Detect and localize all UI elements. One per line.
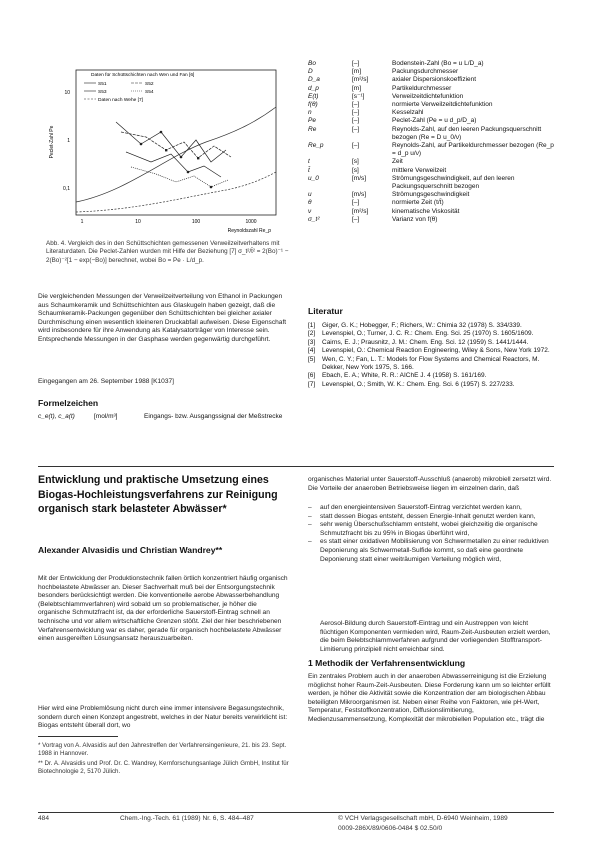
right-paragraph-1: organisches Material unter Sauerstoff-Ausschluß (anaerob) mikrobiell zersetzt wird. Die Vorteile der anaeroben Betriebsweise liegen im einzelnen darin, daß bbox=[308, 476, 552, 492]
reference-item: [3] Cairns, E. J.; Prausnitz, J. M.: Chem. Eng. Sci. 12 (1959) S. 1441/1444. bbox=[308, 338, 529, 346]
symbol-row: σ_t² [–] Varianz von f(θ) bbox=[308, 215, 438, 223]
footnote-1: * Vortrag von A. Alvasidis auf den Jahrestreffen der Verfahrensingenieure, 21. bis 23. Sept. 1988 in Hannover. bbox=[38, 742, 287, 758]
article-divider bbox=[38, 466, 554, 467]
x-tick-label: 1000 bbox=[245, 219, 257, 225]
advantages-list bbox=[308, 504, 554, 564]
symbol-row: Re [–] Reynolds-Zahl, auf den leeren Packungsquerschnitt bezogen (Re = D u_0/ν) bbox=[308, 125, 542, 141]
received-date: Eingegangen am 26. September 1988 [K1037] bbox=[38, 378, 175, 385]
symbol-row: f(θ) [–] normierte Verweilzeitdichtefunktion bbox=[308, 101, 493, 109]
series-s52 bbox=[121, 132, 231, 158]
legend-item: Daten nach Wehe [7] bbox=[98, 98, 143, 103]
symbol-row: u_0 [m/s] Strömungsgeschwindigkeit, auf den leeren Packungsquerschnitt bezogen bbox=[308, 174, 515, 191]
reference-list bbox=[308, 322, 554, 389]
symbol-row: Re_p [–] Reynolds-Zahl, auf Partikeldurchmesser bezogen (Re_p = d_p u/ν) bbox=[308, 142, 554, 158]
article-title: Entwicklung und praktische Umsetzung eines Biogas-Hochleistungsverfahrens zur Reinigung organisch stark belasteter Abwässer* bbox=[38, 474, 278, 515]
symbol-row: E(t) [s⁻¹] Verweilzeitdichtefunktion bbox=[308, 92, 464, 100]
symbol-row: d_p [m] Partikeldurchmesser bbox=[308, 84, 452, 92]
right-paragraph-2: Aerosol-Bildung durch Sauerstoff-Eintrag und ein Austreppen von leicht flüchtigen Komponenten vermieden wird, Raum-Zeit-Ausbeuten erzielt werden, die beim Belebtschlammverfahren aufgrund der vorliegenden Stofftransport-Limitierung prinzipiell nicht erreichbar sind. bbox=[320, 620, 551, 653]
figure-4-plot bbox=[46, 62, 286, 237]
band-upper bbox=[76, 107, 276, 202]
footnote-2: ** Dr. A. Alvasidis und Prof. Dr. C. Wandrey, Kernforschungsanlage Jülich GmbH, Institut für Biotechnologie 2, 5170 Jülich. bbox=[38, 760, 289, 776]
legend-item: S54 bbox=[145, 90, 154, 95]
legend-title: Daten für Schüttschichten nach Wen und Fan [6] bbox=[91, 73, 195, 78]
page-number: 484 bbox=[38, 815, 50, 822]
reference-item: [5] Wen, C. Y.; Fan, L. T.: Models for Flow Systems and Chemical Reactors, M. Dekker, New York 1975, S. 166. bbox=[308, 355, 540, 372]
symbol-row: Bo [–] Bodenstein-Zahl (Bo = u L/D_a) bbox=[308, 60, 484, 67]
formelzeichen-heading: Formelzeichen bbox=[38, 398, 99, 408]
series-s54 bbox=[131, 167, 228, 187]
journal-citation: Chem.-Ing.-Tech. 61 (1989) Nr. 6, S. 484–487 bbox=[120, 815, 254, 822]
figure-caption: Abb. 4. Vergleich des in den Schüttschichten gemessenen Verweilzeitverhaltens mit Literaturdaten. Die Peclet-Zahlen wurden mit Hilfe der Beziehung [7] σ_t²/t̄² = 2(Bo)⁻¹ − 2(Bo)⁻²[1 − exp(−Bo)] berechnet, wobei Bo = Pe · L/d_p. bbox=[46, 240, 289, 264]
reference-item: [4] Levenspiel, O.: Chemical Reaction Engineering, Wiley & Sons, New York 1972. bbox=[308, 347, 550, 355]
advantage-item: – es statt einer oxidativen Mobilisierung von Schwermetallen zu einer reduktiven Deponierung als Schwermetall-Sulfide kommt, so daß eine geordnete Deponierung statt einer weiträumigen Verteilung möglich wird, bbox=[308, 538, 549, 563]
symbol-row: D_a [m²/s] axialer Dispersionskoeffizient bbox=[308, 76, 477, 84]
footer-rule bbox=[38, 812, 554, 813]
legend-item: S53 bbox=[98, 90, 107, 95]
band-lower bbox=[76, 172, 276, 212]
reference-item: [6] Ebach, E. A.; White, R. R.: AIChE J. 4 (1958) S. 161/169. bbox=[308, 372, 487, 380]
formelzeichen-row: c_e(t), c_a(t) [mol/m³] Eingangs- bzw. Ausgangssignal der Meßstrecke bbox=[38, 413, 283, 420]
legend-item: S51 bbox=[98, 82, 107, 87]
reference-item: [1] Giger, G. K.; Hobegger, F.; Richers, W.: Chimia 32 (1978) S. 334/339. bbox=[308, 322, 522, 329]
dash-bullet-icon: – bbox=[308, 521, 312, 529]
section-heading: 1 Methodik der Verfahrensentwicklung bbox=[308, 658, 466, 668]
intro-paragraph-2: Hier wird eine Problemlösung nicht durch eine immer intensivere Begasungstechnik, sondern durch einen Konzept angestrebt, welches in der Natur bereits verwirklicht ist: Biogas entsteht überall dort, wo bbox=[38, 705, 288, 730]
symbol-row: t [s] Zeit bbox=[308, 158, 403, 166]
y-axis-label: Peclet-Zahl Pe bbox=[49, 125, 55, 159]
reference-item: [2] Levenspiel, O.; Turner, J. C. R.: Chem. Eng. Sci. 25 (1970) S. 1605/1609. bbox=[308, 330, 534, 338]
symbol-row: t̄ [s] mittlere Verweilzeit bbox=[308, 166, 447, 174]
x-tick-label: 100 bbox=[191, 219, 201, 225]
y-tick-label: 0,1 bbox=[63, 186, 70, 192]
footnote-rule bbox=[38, 736, 118, 737]
symbol-row: u [m/s] Strömungsgeschwindigkeit bbox=[308, 191, 470, 199]
symbol-row: ν [m²/s] kinematische Viskosität bbox=[308, 207, 460, 215]
symbol-row: D [m] Packungsdurchmesser bbox=[308, 68, 459, 76]
advantage-item: – statt dessen Biogas entsteht, dessen Energie-Inhalt genutzt werden kann, bbox=[308, 512, 536, 520]
reference-item: [7] Levenspiel, O.; Smith, W. K.: Chem. Eng. Sci. 6 (1957) S. 227/233. bbox=[308, 380, 515, 388]
symbol-row: Pe [–] Peclet-Zahl (Pe = u d_p/D_a) bbox=[308, 117, 477, 125]
x-axis-label: Reynoldszahl Re_p bbox=[227, 228, 271, 234]
dash-bullet-icon: – bbox=[308, 538, 312, 546]
x-tick-label: 10 bbox=[135, 219, 141, 225]
x-tick-label: 1 bbox=[80, 219, 84, 225]
figure-4 bbox=[46, 62, 286, 237]
y-tick-label: 10 bbox=[64, 90, 70, 96]
legend-item: S52 bbox=[145, 82, 154, 87]
publisher-line: © VCH Verlagsgesellschaft mbH, D-6940 Weinheim, 1989 bbox=[338, 815, 508, 822]
symbol-list bbox=[308, 60, 554, 224]
article-authors: Alexander Alvasidis und Christian Wandrey** bbox=[38, 545, 223, 555]
intro-paragraph-1: Mit der Entwicklung der Produktionstechnik fallen örtlich konzentriert häufig organisch hochbelastete Abwässer an. Dieser Sachverhalt muß bei der Entsorgungstechnik besonders berücksichtigt werden. Die konventionelle aerobe Abwasserbehandlung (Belebtschlammverfahren) wird sobald um so problematischer, je höher die organische Schmutzfracht ist, da der erforderliche Sauerstoff-Eintrag schnell an technische und vor allem wirtschaftliche Grenzen stößt. Ziel der hier beschriebenen Verfahrensentwicklung war es daher, gerade für organisch hochbelastete Abwässer einen ausgereiften Lösungsansatz herauszuarbeiten. bbox=[38, 575, 288, 643]
literatur-heading: Literatur bbox=[308, 306, 343, 316]
dash-bullet-icon: – bbox=[308, 504, 312, 511]
advantage-item: – sehr wenig Überschußschlamm entsteht, wobei gleichzeitig die organische Schmutzfracht bis zu 95% in Biogas überführt wird, bbox=[308, 521, 538, 537]
section-body: Ein zentrales Problem auch in der anaeroben Abwasserreinigung ist die Erzielung möglichst hoher Raum-Zeit-Ausbeuten. Diese Forderung kann um so leichter erfüllt werden, je höher die Aktivität sowie die Konzentration der am biologischen Abbau beteiligten Mikroorganismen ist. Neben einer Reihe von Faktoren, wie pH-Wert, Temperatur, Feststoffkonzentration, Diffusionslimitierung, Medienzusammensetzung, Komplexität der mikrobiellen Population etc., trägt die bbox=[308, 673, 551, 723]
symbol-row: n [–] Kesselzahl bbox=[308, 109, 424, 117]
series-s51 bbox=[116, 122, 226, 162]
issn-line: 0009-286X/89/0606-0484 $ 02.50/0 bbox=[338, 825, 443, 832]
symbol-row: θ [–] normierte Zeit (t/t̄) bbox=[308, 199, 444, 207]
left-body-text: Die vergleichenden Messungen der Verweilzeitverteilung von Ethanol in Packungen aus Schaumkeramik und Schüttschichten aus Glaskugeln haben gezeigt, daß die Schaumkeramik-Packungen gegenüber den Schüttschichten bei gleicher axialer Durchmischung einen wesentlich kleineren Druckabfall aufweisen. Diese Eigenschaft wird insbesondere für ihre Anwendung als Katalysatorträger von Interesse sein. Entsprechende Messungen in der Gasphase werden gegenwärtig durchgeführt. bbox=[38, 293, 287, 343]
y-tick-label: 1 bbox=[67, 138, 70, 144]
dash-bullet-icon: – bbox=[308, 512, 312, 520]
advantage-item: – auf den energieintensiven Sauerstoff-Eintrag verzichtet werden kann, bbox=[308, 504, 522, 511]
